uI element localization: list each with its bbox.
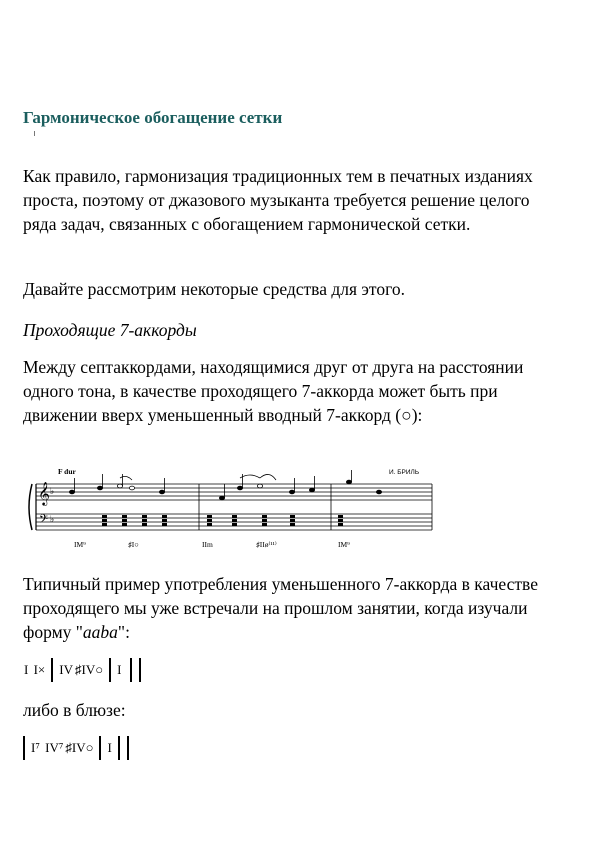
section-title: Проходящие 7-аккорды (23, 320, 197, 340)
final-barline (139, 658, 141, 682)
chord-label: ♯I○ (128, 540, 139, 549)
blues-label: либо в блюзе: (23, 700, 126, 720)
final-barline (130, 658, 132, 682)
form-name: aaba (82, 622, 118, 642)
chord-symbol: I× (33, 662, 46, 677)
barline (51, 658, 53, 682)
svg-text:♭: ♭ (50, 515, 55, 525)
barline (99, 736, 101, 760)
barline (109, 658, 111, 682)
svg-text:♭: ♭ (50, 487, 55, 497)
chord-symbol: IV⁷ (45, 740, 64, 755)
blues-formula (23, 733, 129, 763)
intro-paragraph: Как правило, гармонизация традиционных тем в печатных изданиях проста, поэтому от джазового музыканта требуется решение целого ряда задач, связанных с обогащением гармонической сетки. (23, 166, 533, 234)
final-barline (127, 736, 129, 760)
chord-symbol: I (107, 740, 112, 755)
chord-symbol: I⁷ (31, 740, 40, 755)
chord-symbol: ♯IV○ (74, 662, 104, 677)
chord-symbol: IV (59, 662, 73, 677)
stray-mark (34, 131, 35, 136)
chord-label: IIm (202, 540, 213, 549)
passing-paragraph: Между септаккордами, находящимися друг от друга на расстоянии одного тона, в качестве проходящего 7-аккорда может быть при движении вверх уменьшенный вводный 7-аккорд (○): (23, 357, 524, 425)
page-title: Гармоническое обогащение сетки (23, 108, 283, 127)
aaba-formula (23, 655, 141, 685)
music-score (24, 462, 436, 552)
composer-label: И. БРИЛЬ (389, 469, 420, 476)
barline (23, 736, 25, 760)
chord-symbol: I (24, 662, 29, 677)
chord-symbol: ♯IV○ (65, 740, 94, 755)
example-paragraph: Типичный пример употребления уменьшенного 7-аккорда в качестве проходящего мы уже встречали на прошлом занятии, когда изучали форму "aaba": (23, 574, 538, 642)
svg-text:𝄢: 𝄢 (39, 513, 49, 529)
final-barline (118, 736, 120, 760)
chord-label: IM⁹ (74, 540, 86, 549)
chord-label: ♯IIø⁽¹¹⁾ (256, 540, 277, 549)
key-label: F dur (58, 467, 76, 476)
chord-label: IM⁹ (338, 540, 350, 549)
lead-paragraph: Давайте рассмотрим некоторые средства для этого. (23, 279, 405, 299)
chord-symbol: I (117, 662, 122, 677)
svg-text:𝄞: 𝄞 (38, 481, 50, 505)
